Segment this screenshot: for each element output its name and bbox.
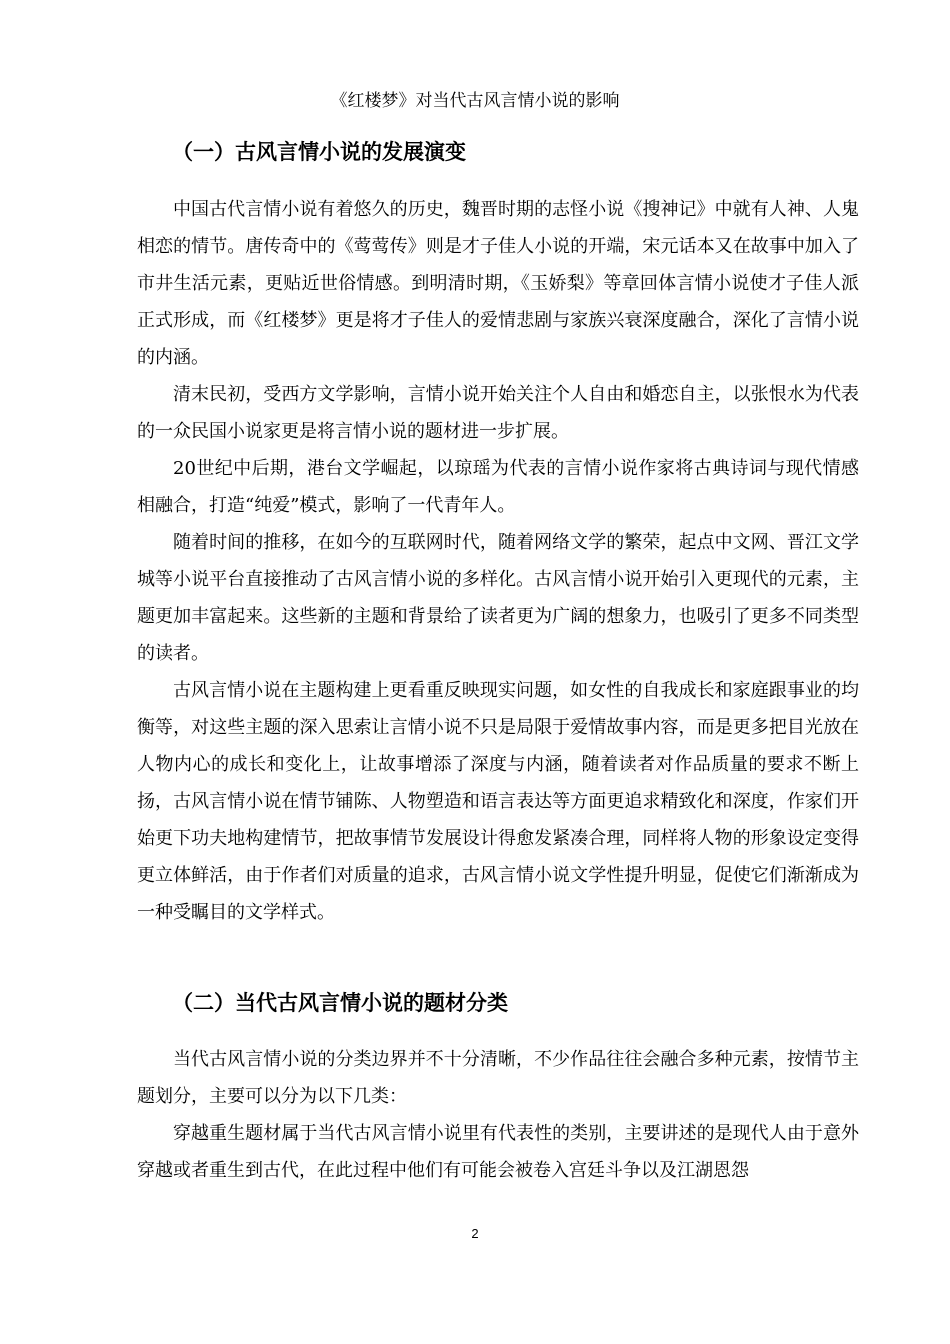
paragraph: 古风言情小说在主题构建上更看重反映现实问题，如女性的自我成长和家庭跟事业的均衡等，对这些主题的深入思索让言情小说不只是局限于爱情故事内容，而是更多把目光放在人物内心的成长和变化上，让故事增添了深度与内涵，随着读者对作品质量的要求不断上扬，古风言情小说在情节铺陈、人物塑造和语言表达等方面更追求精致化和深度，作家们开始更下功夫地构建情节，把故事情节发展设计得愈发紧凑合理，同样将人物的形象设定变得更立体鲜活，由于作者们对质量的追求，古风言情小说文学性提升明显，促使它们渐渐成为一种受瞩目的文学样式。 [137,680,859,923]
paragraph: 清末民初，受西方文学影响，言情小说开始关注个人自由和婚恋自主，以张恨水为代表的一众民国小说家更是将言情小说的题材进一步扩展。 [137,384,859,442]
page-header-title: 《红楼梦》对当代古风言情小说的影响 [330,91,620,111]
paragraph: 当代古风言情小说的分类边界并不十分清晰，不少作品往往会融合多种元素，按情节主题划分，主要可以分为以下几类： [137,1049,859,1107]
paragraph: 随着时间的推移，在如今的互联网时代，随着网络文学的繁荣，起点中文网、晋江文学城等小说平台直接推动了古风言情小说的多样化。古风言情小说开始引入更现代的元素，主题更加丰富起来。这些新的主题和背景给了读者更为广阔的想象力，也吸引了更多不同类型的读者。 [137,532,859,664]
section-heading-2: （二）当代古风言情小说的题材分类 [172,991,508,1015]
paragraph: 穿越重生题材属于当代古风言情小说里有代表性的类别，主要讲述的是现代人由于意外穿越或者重生到古代，在此过程中他们有可能会被卷入宫廷斗争以及江湖恩怨 [137,1123,859,1181]
section-1-body [137,191,859,931]
paragraph: 中国古代言情小说有着悠久的历史，魏晋时期的志怪小说《搜神记》中就有人神、人鬼相恋的情节。唐传奇中的《莺莺传》则是才子佳人小说的开端，宋元话本又在故事中加入了市井生活元素，更贴近世俗情感。到明清时期，《玉娇梨》等章回体言情小说使才子佳人派正式形成，而《红楼梦》更是将才子佳人的爱情悲剧与家族兴衰深度融合，深化了言情小说的内涵。 [137,199,859,368]
paragraph: 20世纪中后期，港台文学崛起，以琼瑶为代表的言情小说作家将古典诗词与现代情感相融合，打造“纯爱”模式，影响了一代青年人。 [137,458,859,516]
section-2-body [137,1041,859,1189]
page-number: 2 [471,1226,479,1241]
section-heading-1: （一）古风言情小说的发展演变 [172,140,466,164]
